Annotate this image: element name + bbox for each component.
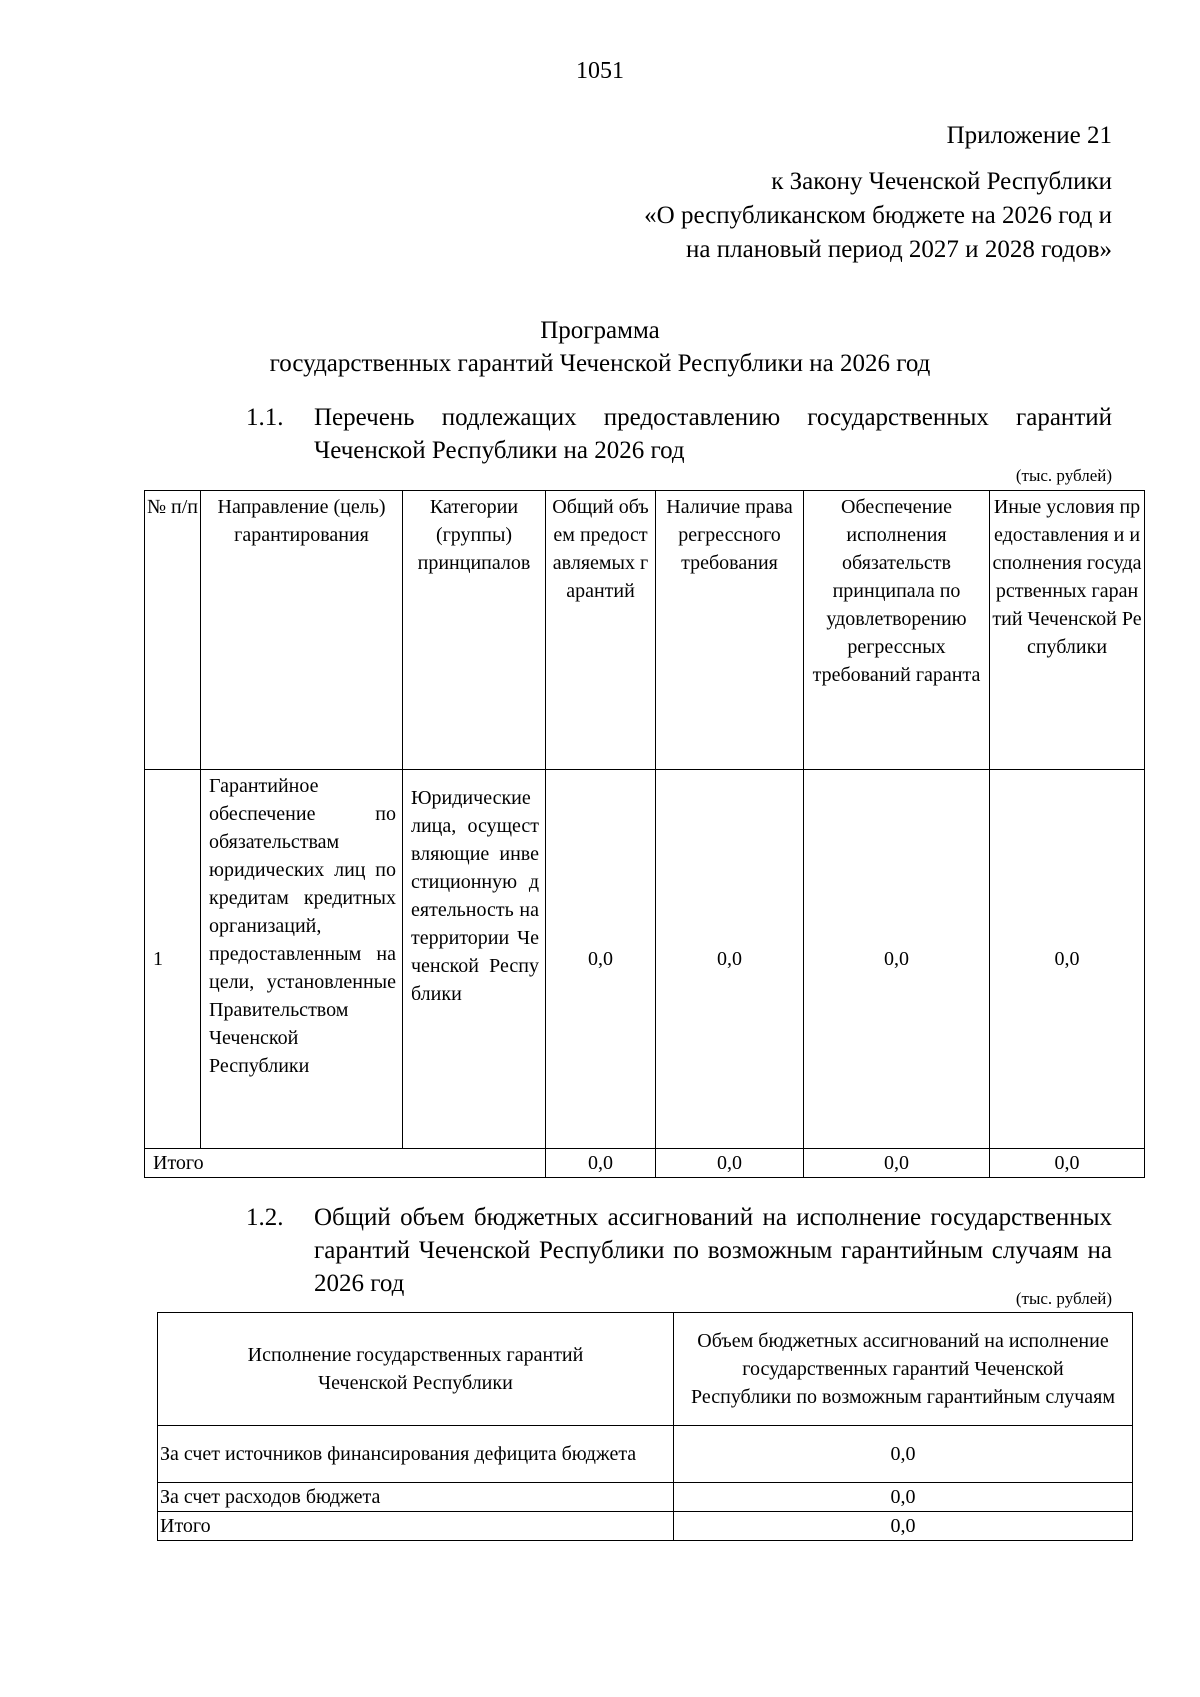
row-label: За счет источников финансирования дефицита бюджета	[158, 1426, 674, 1483]
column-header: Направление (цель) гарантирования	[201, 491, 403, 770]
total-other: 0,0	[990, 1149, 1145, 1178]
total-label: Итого	[145, 1149, 546, 1178]
column-header: Исполнение государственных гарантий Чеченской Республики	[158, 1313, 674, 1426]
row-label: Итого	[158, 1512, 674, 1541]
row-label: За счет расходов бюджета	[158, 1483, 674, 1512]
appendix-title: Приложение 21	[946, 122, 1112, 149]
other-conditions: 0,0	[990, 770, 1145, 1149]
row-value: 0,0	[674, 1426, 1133, 1483]
program-title	[0, 314, 1200, 380]
table-total-row	[145, 1149, 1145, 1178]
allocations-table	[157, 1312, 1133, 1541]
appendix-ref-line: на плановый период 2027 и 2028 годов»	[686, 236, 1112, 263]
regress-right: 0,0	[656, 770, 804, 1149]
section-2-unit: (тыс. рублей)	[1015, 1289, 1112, 1308]
table-row	[158, 1483, 1133, 1512]
total-security: 0,0	[804, 1149, 990, 1178]
column-header: № п/п	[145, 491, 201, 770]
table-total-row	[158, 1512, 1133, 1541]
principal-category: Юридические лица, осуществляющие инвестиционную деятельность на территории Чеченской Республики	[403, 770, 546, 1149]
section-1-title: Перечень подлежащих предоставлению государственных гарантий Чеченской Республики на 2026 год	[314, 404, 1112, 464]
column-header: Общий объем предоставляемых гарантий	[546, 491, 656, 770]
row-value: 0,0	[674, 1483, 1133, 1512]
appendix-reference	[644, 165, 1112, 267]
column-header: Обеспечение исполнения обязательств принципала по удовлетворению регрессных требований гаранта	[804, 491, 990, 770]
total-volume: 0,0	[546, 1149, 656, 1178]
guarantee-volume: 0,0	[546, 770, 656, 1149]
table-row	[145, 770, 1145, 1149]
obligation-security: 0,0	[804, 770, 990, 1149]
table-header-row	[145, 491, 1145, 770]
section-1-unit: (тыс. рублей)	[1015, 466, 1112, 485]
appendix-ref-line: «О республиканском бюджете на 2026 год и	[644, 202, 1112, 229]
column-header: Категории (группы) принципалов	[403, 491, 546, 770]
row-value: 0,0	[674, 1512, 1133, 1541]
column-header: Наличие права регрессного требования	[656, 491, 804, 770]
section-2-title: Общий объем бюджетных ассигнований на исполнение государственных гарантий Чеченской Республики по возможным гарантийным случаям на 2026 год	[314, 1204, 1112, 1297]
total-regress: 0,0	[656, 1149, 804, 1178]
column-header: Объем бюджетных ассигнований на исполнение государственных гарантий Чеченской Республики по возможным гарантийным случаям	[674, 1313, 1133, 1426]
guarantee-direction: Гарантийное обеспечение по обязательствам юридических лиц по кредитам кредитных организаций, предоставленным на цели, установленные Правительством Чеченской Республики	[201, 770, 403, 1149]
program-title-line: Программа	[540, 317, 660, 344]
section-1-number: 1.1.	[246, 404, 284, 431]
appendix-ref-line: к Закону Чеченской Республики	[771, 168, 1112, 195]
table-header-row	[158, 1313, 1133, 1426]
page-number: 1051	[576, 58, 624, 84]
program-title-line: государственных гарантий Чеченской Республики на 2026 год	[269, 350, 931, 377]
table-row	[158, 1426, 1133, 1483]
row-number: 1	[145, 770, 201, 1149]
section-2-number: 1.2.	[246, 1204, 284, 1231]
guarantees-table	[144, 490, 1145, 1178]
column-header: Иные условия предоставления и исполнения государственных гарантий Чеченской Республики	[990, 491, 1145, 770]
